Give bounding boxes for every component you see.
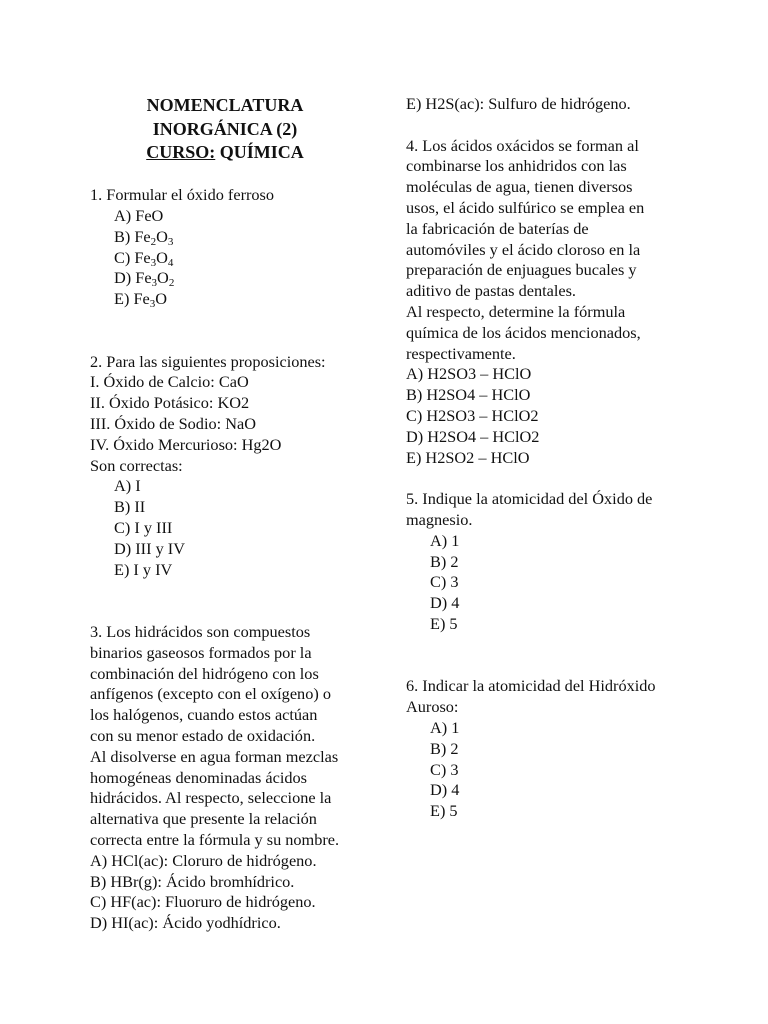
right-column xyxy=(406,94,686,822)
question-4 xyxy=(406,136,686,469)
q1-option-a: A) FeO xyxy=(114,206,164,226)
question-1 xyxy=(90,185,370,310)
title-line-2: INORGÁNICA (2) xyxy=(152,118,298,139)
q5-option-b: B) 2 xyxy=(430,551,459,571)
q5-option-d: D) 4 xyxy=(430,593,460,613)
q2-option-d: D) III y IV xyxy=(114,538,185,558)
q4-text-line: usos, el ácido sulfúrico se emplea en xyxy=(406,197,645,217)
q2-proposition: IV. Óxido Mercurioso: Hg2O xyxy=(90,434,282,454)
question-6 xyxy=(406,676,686,822)
q1-option-d: D) $Fe_3O_2$ xyxy=(114,268,175,290)
q5-text-line: magnesio. xyxy=(406,509,473,529)
q3-text-line: correcta entre la fórmula y su nombre. xyxy=(90,830,340,849)
q3-text-line: con su menor estado de oxidación. xyxy=(90,726,316,746)
question-2 xyxy=(90,352,370,581)
q2-proposition: II. Óxido Potásico: KO2 xyxy=(90,393,250,413)
q3-text-line: 3. Los hidrácidos son compuestos xyxy=(90,622,311,642)
q3-text-line: anfígenos (excepto con el oxígeno) o xyxy=(90,684,331,704)
q2-option-a: A) I xyxy=(114,476,141,496)
left-column xyxy=(90,94,370,934)
q3-text-line: los halógenos, cuando estos actúan xyxy=(90,705,318,725)
q3-text-line: alternativa que presente la relación xyxy=(90,809,317,829)
question-2-text: 2. Para las siguientes proposiciones: xyxy=(90,351,326,371)
q6-option-a: A) 1 xyxy=(430,717,460,737)
q4-text-line: la fabricación de baterías de xyxy=(406,218,589,238)
course-label: CURSO: xyxy=(146,142,216,162)
question-3 xyxy=(90,622,370,934)
question-5 xyxy=(406,489,686,635)
q4-option-d: D) H2SO4 – HClO2 xyxy=(406,426,540,446)
q1-option-c: C) $Fe_3O_4$ xyxy=(114,247,174,269)
q2-proposition: III. Óxido de Sodio: NaO xyxy=(90,414,256,434)
q3-option-c: C) HF(ac): Fluoruro de hidrógeno. xyxy=(90,892,316,912)
q6-option-c: C) 3 xyxy=(430,759,459,779)
q4-text-line: Al respecto, determine la fórmula xyxy=(406,301,626,321)
q6-option-e: E) 5 xyxy=(430,801,458,821)
q6-text-line: Auroso: xyxy=(406,697,459,717)
q4-option-a: A) H2SO3 – HClO xyxy=(406,364,532,384)
q5-option-a: A) 1 xyxy=(430,530,460,550)
q3-text-line: hidrácidos. Al respecto, seleccione la xyxy=(90,788,332,808)
question-1-text: 1. Formular el óxido ferroso xyxy=(90,185,275,205)
q3-option-a: A) HCl(ac): Cloruro de hidrógeno. xyxy=(90,850,317,870)
q5-option-c: C) 3 xyxy=(430,572,459,592)
q4-text-line: combinarse los anhidridos con las xyxy=(406,156,627,176)
q4-text-line: moléculas de agua, tienen diversos xyxy=(406,177,633,197)
q4-text-line: preparación de enjuagues bucales y xyxy=(406,260,637,280)
course-name: QUÍMICA xyxy=(215,142,304,162)
q6-text-line: 6. Indicar la atomicidad del Hidróxido xyxy=(406,676,656,696)
title-line-1: NOMENCLATURA xyxy=(146,95,304,115)
q4-text-line: aditivo de pastas dentales. xyxy=(406,281,576,301)
q1-option-e: E) $Fe_3O$ xyxy=(114,289,167,311)
q4-text-line: química de los ácidos mencionados, xyxy=(406,322,641,342)
q6-option-d: D) 4 xyxy=(430,780,460,800)
q3-option-d: D) HI(ac): Ácido yodhídrico. xyxy=(90,913,281,933)
q4-text-line: automóviles y el ácido cloroso en la xyxy=(406,239,641,259)
q5-text-line: 5. Indique la atomicidad del Óxido de xyxy=(406,489,653,509)
q2-option-e: E) I y IV xyxy=(114,559,173,579)
q1-option-b: B) $Fe_2O_3$ xyxy=(114,226,174,248)
title-line-3 xyxy=(90,141,360,165)
q4-option-b: B) H2SO4 – HClO xyxy=(406,385,531,405)
q2-proposition: I. Óxido de Calcio: CaO xyxy=(90,372,249,392)
q6-option-b: B) 2 xyxy=(430,738,459,758)
q3-text-line: Al disolverse en agua forman mezclas xyxy=(90,746,339,766)
q4-option-c: C) H2SO3 – HClO2 xyxy=(406,405,539,425)
q3-option-e: E) H2S(ac): Sulfuro de hidrógeno. xyxy=(406,94,631,113)
q3-text-line: binarios gaseosos formados por la xyxy=(90,642,312,662)
page-title xyxy=(90,94,360,165)
q3-text-line: homogéneas denominadas ácidos xyxy=(90,767,308,787)
q5-option-e: E) 5 xyxy=(430,613,458,633)
q4-text-line: 4. Los ácidos oxácidos se forman al xyxy=(406,135,639,155)
q2-prompt: Son correctas: xyxy=(90,455,183,475)
q2-option-b: B) II xyxy=(114,497,146,517)
q3-option-b: B) HBr(g): Ácido bromhídrico. xyxy=(90,871,295,891)
q4-text-line: respectivamente. xyxy=(406,343,516,363)
q4-option-e: E) H2SO2 – HClO xyxy=(406,447,530,467)
q3-text-line: combinación del hidrógeno con los xyxy=(90,663,319,683)
q2-option-c: C) I y III xyxy=(114,518,173,538)
